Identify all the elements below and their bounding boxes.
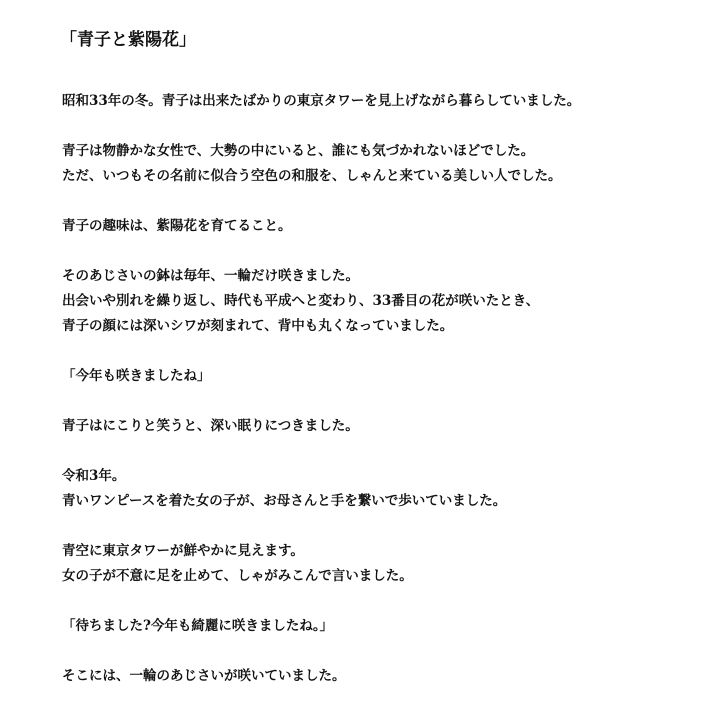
text-line: ただ、いつもその名前に似合う空色の和服を、しゃんと来ている美しい人でした。 bbox=[62, 168, 562, 184]
paragraph-7 bbox=[62, 464, 702, 514]
text-line: そこには、一輪のあじさいが咲いていました。 bbox=[62, 668, 346, 684]
text-line: 「待ちました?今年も綺麗に咲きましたね。」 bbox=[62, 618, 334, 634]
story-body bbox=[62, 89, 702, 714]
text-line: 女の子が不意に足を止めて、しゃがみこんで言いました。 bbox=[62, 568, 413, 584]
text-line: 「今年も咲きましたね」 bbox=[62, 368, 211, 384]
paragraph-8 bbox=[62, 539, 702, 589]
text-line: 青子の顔には深いシワが刻まれて、背中も丸くなっていました。 bbox=[62, 318, 454, 334]
text-line: 青子は物静かな女性で、大勢の中にいると、誰にも気づかれないほどでした。 bbox=[62, 143, 535, 159]
text-line: そのあじさいの鉢は毎年、一輪だけ咲きました。 bbox=[62, 268, 359, 284]
paragraph-10 bbox=[62, 664, 702, 689]
text-line: 青空に東京タワーが鮮やかに見えます。 bbox=[62, 543, 304, 559]
text-line: 出会いや別れを繰り返し、時代も平成へと変わり、33番目の花が咲いたとき、 bbox=[62, 293, 540, 309]
paragraph-6 bbox=[62, 414, 702, 439]
paragraph-4 bbox=[62, 264, 702, 339]
story-title: 「青子と紫陽花」 bbox=[60, 30, 196, 50]
paragraph-9 bbox=[62, 614, 702, 639]
text-line: 令和3年。 bbox=[62, 468, 126, 484]
paragraph-3 bbox=[62, 214, 702, 239]
paragraph-2 bbox=[62, 139, 702, 189]
paragraph-1 bbox=[62, 89, 702, 114]
text-line: 青いワンピースを着た女の子が、お母さんと手を繋いで歩いていました。 bbox=[62, 493, 507, 509]
text-line: 青子の趣味は、紫陽花を育てること。 bbox=[62, 218, 292, 234]
text-line: 昭和33年の冬。青子は出来たばかりの東京タワーを見上げながら暮らしていました。 bbox=[62, 93, 581, 109]
paragraph-5 bbox=[62, 364, 702, 389]
text-line: 青子はにこりと笑うと、深い眠りにつきました。 bbox=[62, 418, 359, 434]
